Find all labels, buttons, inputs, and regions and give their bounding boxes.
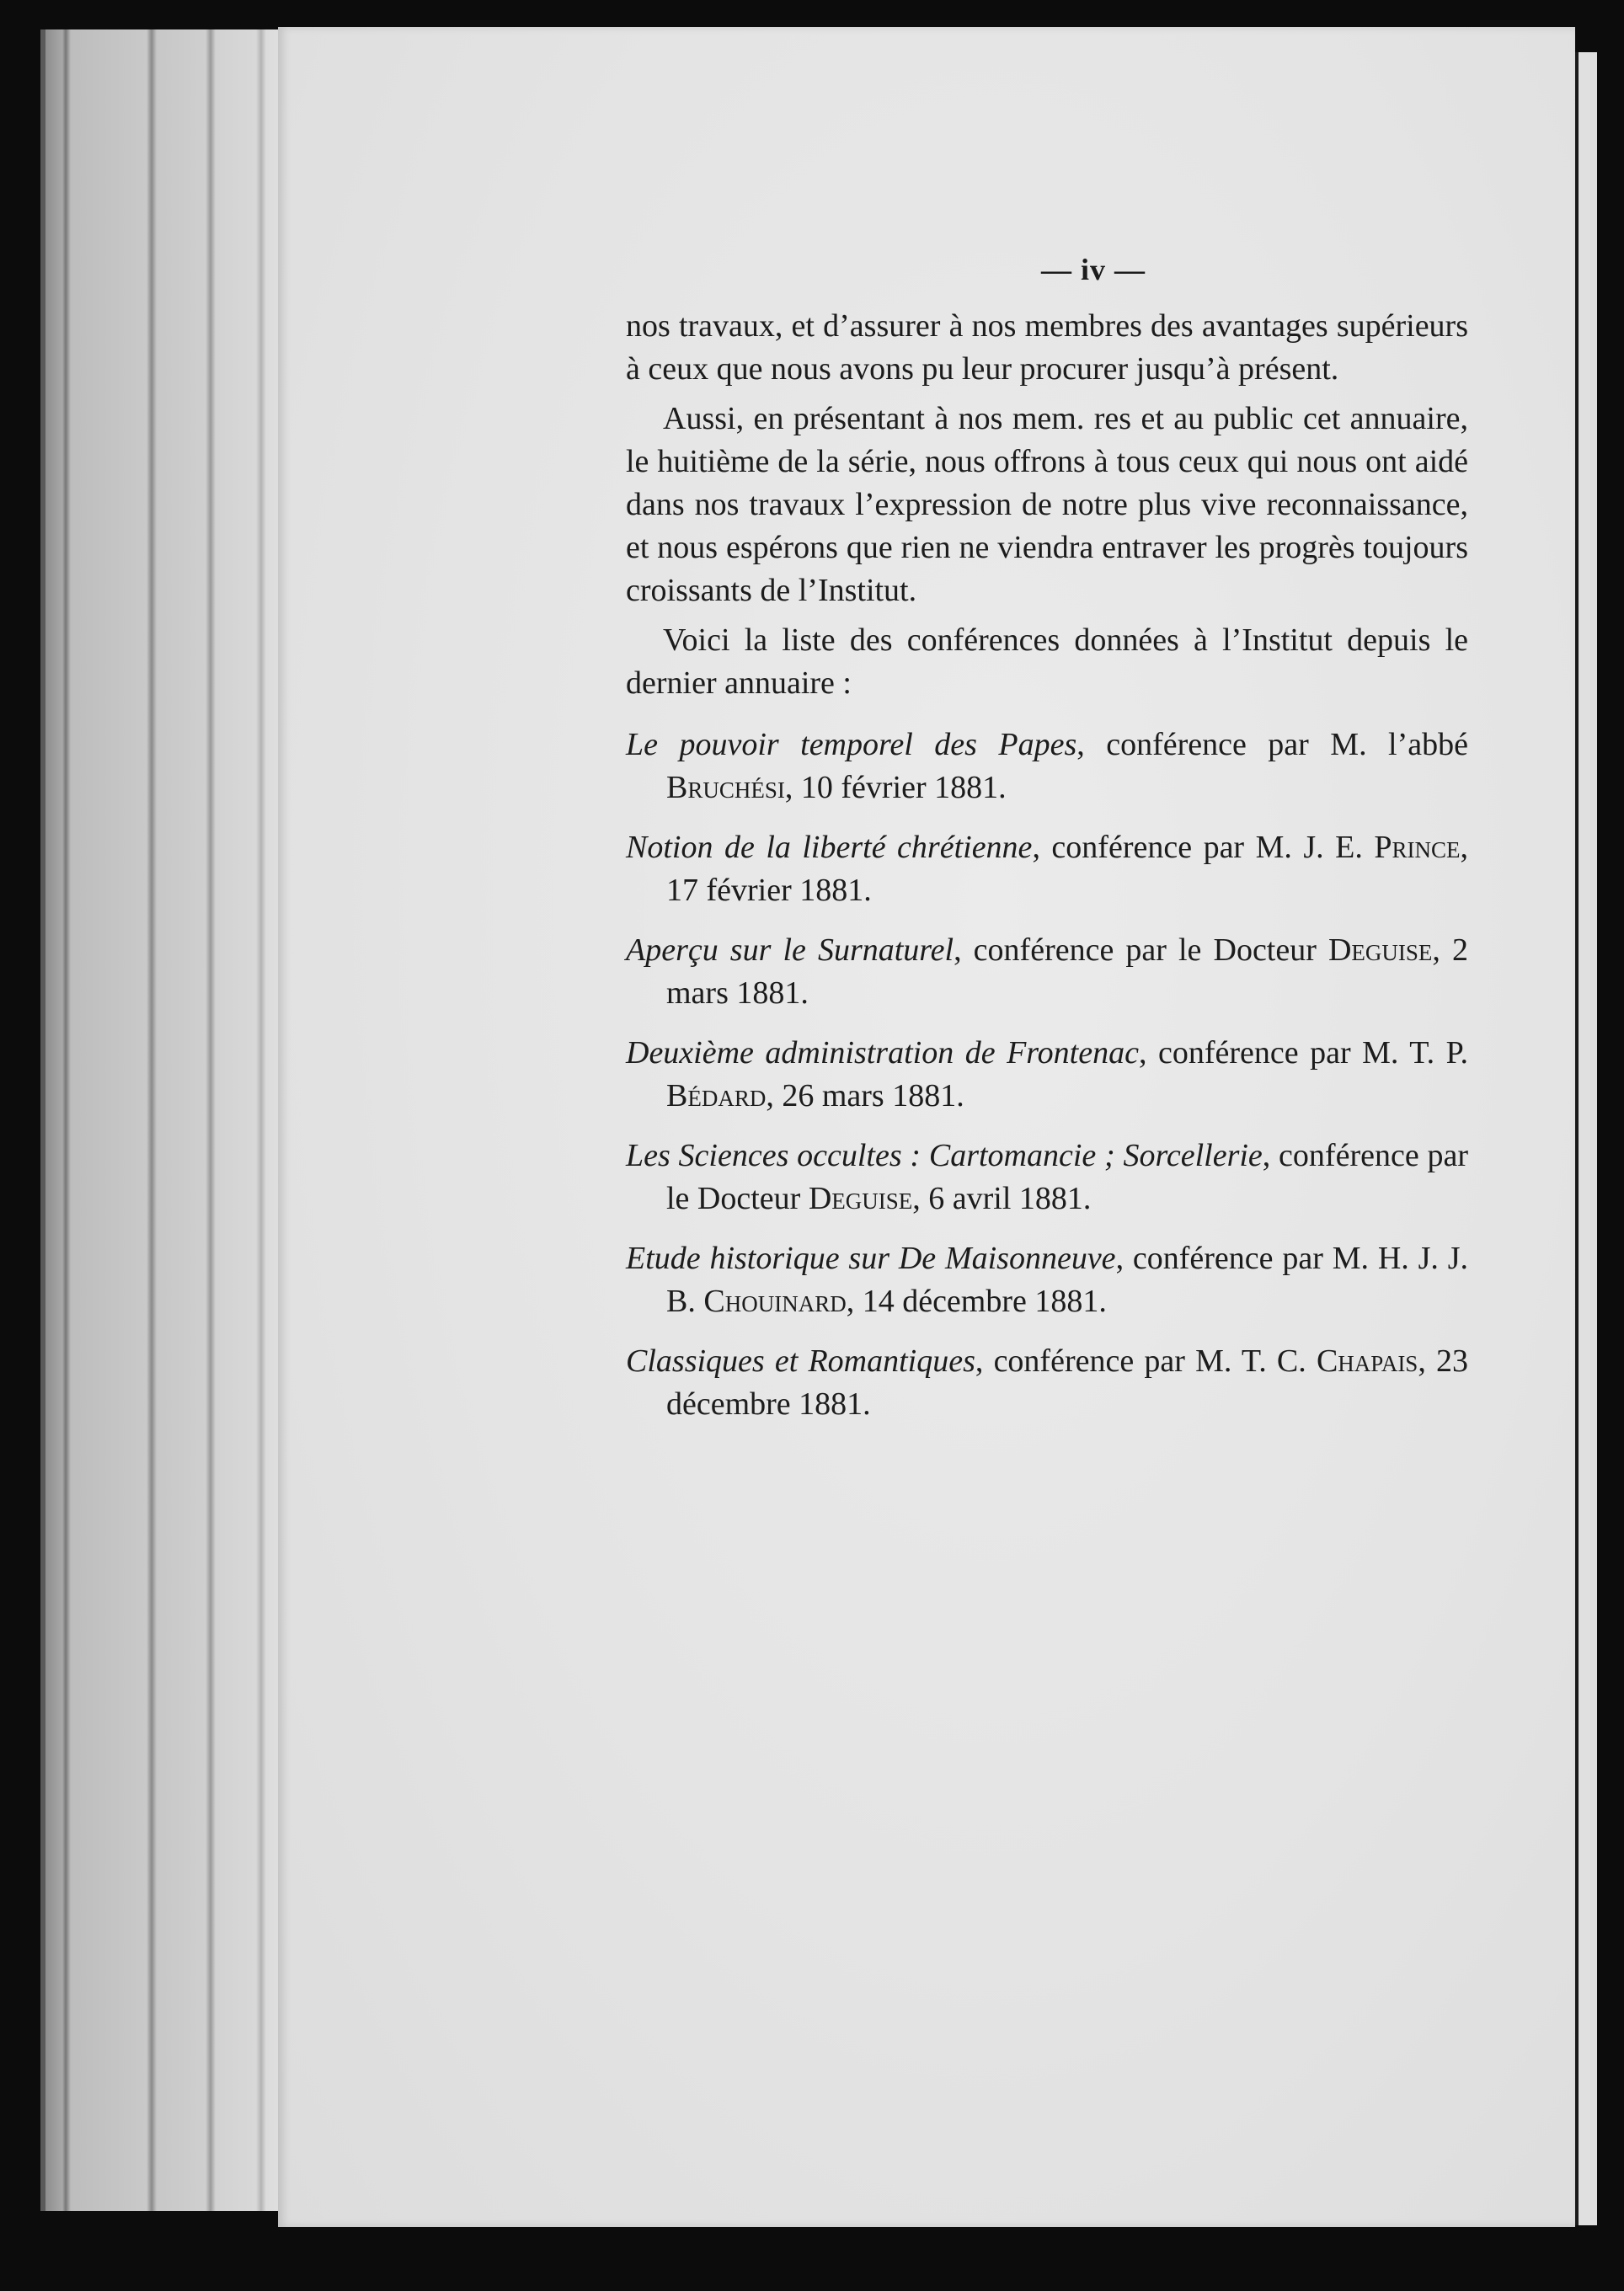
conference-description: , conférence par M. H. J. J. B. bbox=[666, 1241, 1469, 1319]
conference-description: , conférence par le Docteur bbox=[666, 1138, 1468, 1216]
conference-entry bbox=[626, 1340, 1468, 1426]
conference-speaker: Bruchési bbox=[666, 770, 785, 805]
conference-speaker: Deguise bbox=[808, 1181, 913, 1216]
page-text bbox=[626, 253, 1468, 1443]
conference-title: Aperçu sur le Surnaturel bbox=[626, 932, 954, 968]
conference-entry bbox=[626, 724, 1468, 809]
conference-entry bbox=[626, 1237, 1468, 1323]
conference-date: , 6 avril 1881. bbox=[912, 1181, 1092, 1216]
book-page-edges bbox=[40, 29, 298, 2211]
conference-description: , conférence par M. J. E. bbox=[1032, 830, 1375, 865]
conference-speaker: Prince bbox=[1374, 830, 1461, 865]
conference-entry bbox=[626, 929, 1468, 1015]
paragraph: Voici la liste des conférences données à l’Institut depuis le dernier annuaire : bbox=[626, 622, 1468, 701]
paragraph: nos travaux, et d’assurer à nos membres des avantages supérieurs à ceux que nous avons pu leur procurer jusqu’à présent. bbox=[626, 308, 1468, 387]
conference-title: Notion de la liberté chrétienne bbox=[626, 830, 1033, 865]
conference-date: , 17 février 1881. bbox=[666, 830, 1468, 908]
conference-date: , 23 décembre 1881. bbox=[666, 1343, 1469, 1422]
conference-date: , 2 mars 1881. bbox=[666, 932, 1468, 1011]
conference-date: , 26 mars 1881. bbox=[766, 1078, 964, 1113]
conference-title: Deuxième administration de Frontenac bbox=[626, 1035, 1139, 1071]
conference-entry bbox=[626, 826, 1468, 912]
paragraph: Aussi, en présentant à nos mem. res et au public cet annuaire, le huitième de la série, nous offrons à tous ceux qui nous ont aidé dans nos travaux l’expression de notre plus vive reconnaissance, et nous espérons que rien ne viendra entraver les progrès toujours croissants de l’Institut. bbox=[626, 401, 1468, 608]
conference-title: Classiques et Romantiques bbox=[626, 1343, 975, 1379]
conference-description: , conférence par M. T. C. bbox=[975, 1343, 1317, 1379]
page-number: — iv — bbox=[1040, 253, 1146, 286]
conference-list bbox=[626, 724, 1468, 1426]
conference-entry bbox=[626, 1135, 1468, 1220]
conference-description: , conférence par M. l’abbé bbox=[1076, 727, 1468, 762]
conference-title: Etude historique sur De Maisonneuve bbox=[626, 1241, 1116, 1276]
conference-entry bbox=[626, 1032, 1468, 1118]
conference-date: , 14 décembre 1881. bbox=[846, 1284, 1107, 1319]
conference-speaker: Chouinard bbox=[703, 1284, 847, 1319]
conference-speaker: Chapais bbox=[1316, 1343, 1418, 1379]
conference-title: Le pouvoir temporel des Papes bbox=[626, 727, 1077, 762]
facing-page-edge bbox=[1575, 52, 1597, 2225]
conference-description: , conférence par le Docteur bbox=[954, 932, 1328, 968]
conference-date: , 10 février 1881. bbox=[784, 770, 1007, 805]
conference-title: Les Sciences occultes : Cartomancie ; Sorcellerie bbox=[626, 1138, 1263, 1173]
conference-description: , conférence par M. T. P. bbox=[1138, 1035, 1468, 1071]
conference-speaker: Deguise bbox=[1328, 932, 1433, 968]
conference-speaker: Bédard bbox=[666, 1078, 767, 1113]
